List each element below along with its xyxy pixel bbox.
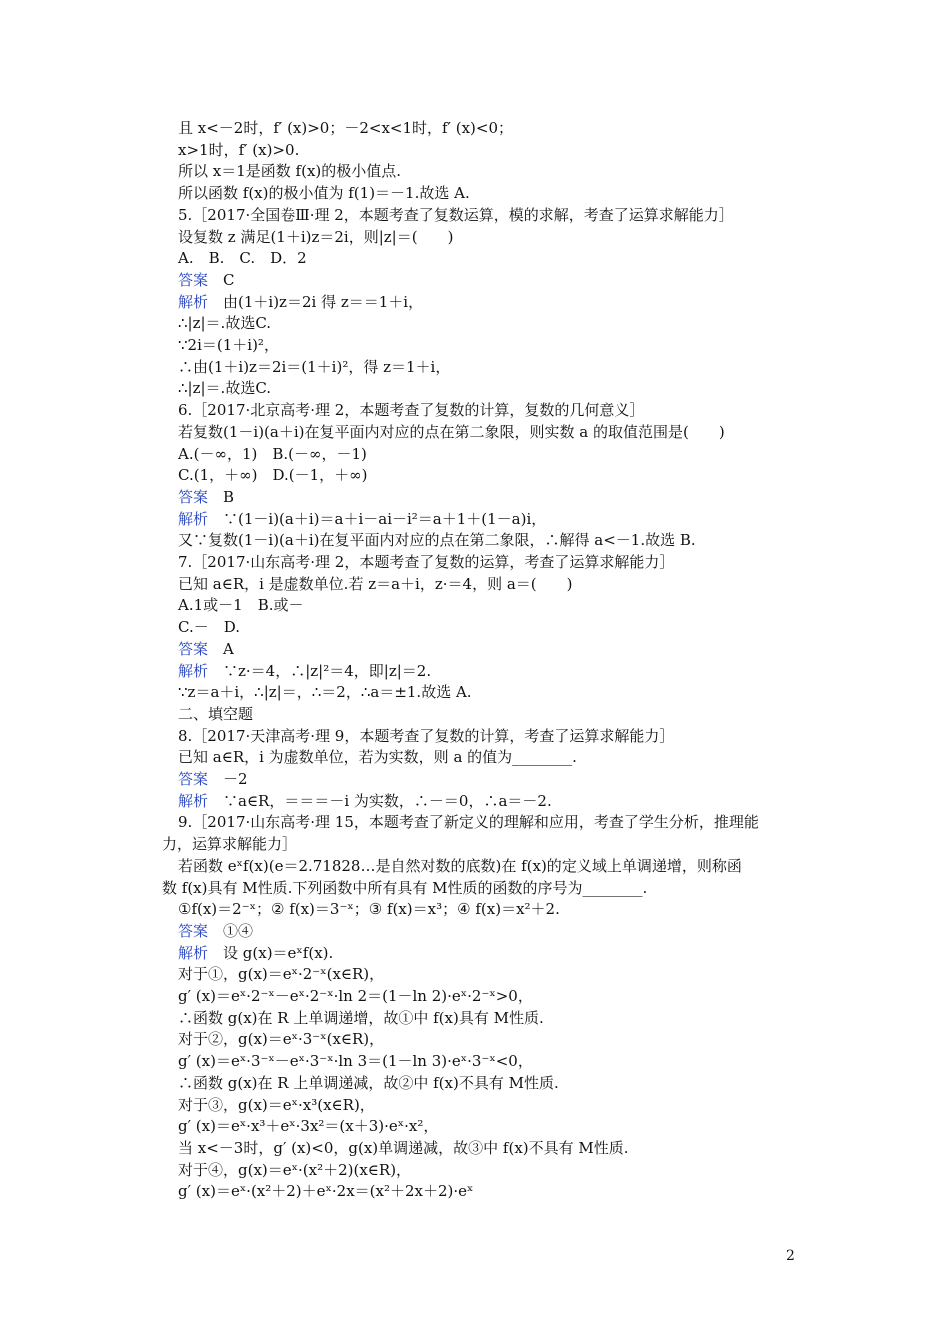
text-line: [178, 661, 431, 681]
line-text: A: [208, 639, 234, 658]
text-line: [178, 161, 401, 181]
text-line: [162, 834, 297, 854]
text-line: [178, 465, 367, 485]
text-line: [178, 140, 299, 160]
text-line: [178, 595, 303, 615]
text-line: [178, 704, 253, 724]
page-number: 2: [786, 1248, 795, 1264]
line-text: 对于①，g(x)＝eˣ·2⁻ˣ(x∈R)，: [178, 965, 385, 984]
line-text: －2: [208, 770, 248, 788]
line-text: ∵(1－i)(a＋i)＝a＋i－ai－i²＝a＋1＋(1－a)i，: [208, 509, 547, 528]
line-text: 6.［2017·北京高考·理 2，本题考查了复数的计算，复数的几何意义］: [178, 401, 645, 420]
text-line: [178, 964, 384, 984]
line-text: g′ (x)＝eˣ·(x²＋2)＋eˣ·2x＝(x²＋2x＋2)·eˣ: [178, 1182, 474, 1201]
line-text: 若函数 eˣf(x)(e＝2.71828…是自然对数的底数)在 f(x)的定义域上单调递增，则称函: [178, 856, 742, 875]
line-text: 又∵复数(1－i)(a＋i)在复平面内对应的点在第二象限，∴解得 a<－1.故选 B.: [178, 531, 696, 550]
text-line: [178, 986, 533, 1006]
text-line: [178, 856, 742, 876]
text-line: [178, 769, 248, 789]
line-text: 力，运算求解能力］: [162, 835, 298, 854]
text-line: [178, 400, 644, 420]
text-line: [178, 530, 696, 550]
text-line: [178, 487, 234, 507]
text-line: [178, 574, 573, 594]
line-text: 数 f(x)具有 M性质.下列函数中所有具有 M性质的函数的序号为________.: [162, 878, 648, 897]
line-text: g′ (x)＝eˣ·2⁻ˣ－eˣ·2⁻ˣ·ln 2＝(1－ln 2)·eˣ·2⁻ˣ>0，: [178, 987, 533, 1005]
line-text: 设 g(x)＝eˣf(x).: [208, 943, 334, 962]
line-text: C.－ D.: [178, 618, 240, 637]
line-text: 对于④，g(x)＝eˣ·(x²＋2)(x∈R)，: [178, 1160, 412, 1179]
text-line: [178, 1073, 559, 1093]
line-text: 所以函数 f(x)的极小值为 f(1)＝－1.故选 A.: [178, 184, 470, 203]
text-line: [178, 335, 279, 355]
answer-label: 答案: [178, 639, 209, 658]
text-line: [178, 270, 235, 290]
line-text: 9.［2017·山东高考·理 15，本题考查了新定义的理解和应用，考查了学生分析，推理能: [178, 813, 759, 832]
text-line: [178, 357, 450, 377]
answer-label: 答案: [178, 921, 209, 940]
line-text: 所以 x＝1是函数 f(x)的极小值点.: [178, 162, 402, 181]
line-text: B: [208, 487, 235, 506]
text-line: [178, 422, 725, 442]
answer-label: 答案: [178, 270, 209, 289]
text-line: [178, 227, 453, 247]
line-text: g′ (x)＝eˣ·3⁻ˣ－eˣ·3⁻ˣ·ln 3＝(1－ln 3)·eˣ·3⁻ˣ<0，: [178, 1052, 533, 1071]
line-text: 5.［2017·全国卷Ⅲ·理 2，本题考查了复数运算，模的求解，考查了运算求解能力］: [178, 205, 734, 224]
text-line: [178, 552, 674, 572]
line-text: A.1或－1 B.或－: [178, 596, 304, 615]
analysis-label: 解析: [178, 943, 209, 962]
text-line: [178, 639, 234, 659]
text-line: [178, 617, 240, 637]
line-text: 设复数 z 满足(1＋i)z＝2i，则|z|＝( ): [178, 227, 454, 246]
answer-label: 答案: [178, 770, 209, 788]
text-line: [178, 899, 560, 919]
text-line: [178, 682, 472, 702]
line-text: 由(1＋i)z＝2i 得 z＝＝1＋i，: [208, 292, 424, 311]
line-text: 对于③，g(x)＝eˣ·x³(x∈R)，: [178, 1095, 375, 1114]
text-line: [178, 118, 513, 138]
line-text: 已知 a∈R，i 为虚数单位，若为实数，则 a 的值为________.: [178, 748, 577, 767]
line-text: ∴函数 g(x)在 R 上单调递减，故②中 f(x)不具有 M性质.: [178, 1073, 559, 1092]
line-text: ∴函数 g(x)在 R 上单调递增，故①中 f(x)具有 M性质.: [178, 1008, 544, 1027]
text-line: [178, 726, 674, 746]
line-text: ∴|z|＝.故选C.: [178, 314, 272, 333]
line-text: A. B. C. D．2: [178, 249, 307, 268]
text-line: [178, 1138, 629, 1158]
line-text: ∵2i＝(1＋i)²，: [178, 336, 279, 354]
text-line: [178, 313, 271, 333]
line-text: 8.［2017·天津高考·理 9，本题考查了复数的计算，考查了运算求解能力］: [178, 726, 675, 745]
line-text: ∵a∈R，＝＝＝－i 为实数，∴－＝0，∴a＝－2.: [208, 791, 552, 810]
line-text: ∴|z|＝.故选C.: [178, 379, 272, 398]
text-line: [178, 1116, 438, 1136]
line-text: 已知 a∈R，i 是虚数单位.若 z＝a＋i，z·＝4，则 a＝( ): [178, 574, 573, 593]
text-line: [178, 1095, 375, 1115]
text-line: [178, 747, 577, 767]
text-line: [178, 1181, 473, 1201]
text-line: [178, 1029, 384, 1049]
text-line: [178, 791, 552, 811]
text-line: [178, 509, 546, 529]
analysis-label: 解析: [178, 661, 209, 680]
line-text: ∵z·＝4，∴|z|²＝4，即|z|＝2.: [208, 661, 432, 680]
text-line: [178, 812, 759, 832]
line-text: C: [208, 270, 235, 289]
line-text: ∴由(1＋i)z＝2i＝(1＋i)²，得 z＝1＋i，: [178, 357, 451, 376]
line-text: 且 x<－2时，f′ (x)>0；－2<x<1时，f′ (x)<0；: [178, 119, 514, 137]
answer-label: 答案: [178, 487, 209, 506]
text-line: [178, 205, 734, 225]
line-text: 对于②，g(x)＝eˣ·3⁻ˣ(x∈R)，: [178, 1030, 385, 1049]
line-text: 二、填空题: [178, 704, 254, 723]
line-text: ①④: [208, 921, 254, 940]
text-line: [178, 183, 470, 203]
analysis-label: 解析: [178, 292, 209, 311]
analysis-label: 解析: [178, 509, 209, 528]
text-line: [178, 1008, 544, 1028]
analysis-label: 解析: [178, 791, 209, 810]
line-text: x>1时，f′ (x)>0.: [178, 140, 300, 159]
line-text: ①f(x)＝2⁻ˣ；② f(x)＝3⁻ˣ；③ f(x)＝x³；④ f(x)＝x²＋2.: [178, 900, 560, 919]
text-line: [178, 1160, 411, 1180]
line-text: g′ (x)＝eˣ·x³＋eˣ·3x²＝(x＋3)·eˣ·x²，: [178, 1117, 439, 1136]
line-text: 若复数(1－i)(a＋i)在复平面内对应的点在第二象限，则实数 a 的取值范围是( ): [178, 422, 725, 441]
text-line: [178, 921, 253, 941]
text-line: [178, 444, 367, 464]
text-line: [178, 292, 423, 312]
line-text: ∵z＝a＋i，∴|z|＝，∴＝2，∴a＝±1.故选 A.: [178, 683, 472, 702]
line-text: 当 x<－3时，g′ (x)<0，g(x)单调递减，故③中 f(x)不具有 M性质.: [178, 1138, 629, 1157]
text-line: [178, 1051, 533, 1071]
text-line: [178, 378, 271, 398]
line-text: 7.［2017·山东高考·理 2，本题考查了复数的运算，考查了运算求解能力］: [178, 553, 675, 571]
text-line: [178, 248, 307, 268]
text-line: [162, 878, 647, 898]
line-text: A.(－∞，1) B.(－∞，－1): [178, 444, 367, 463]
line-text: C.(1，＋∞) D.(－1，＋∞): [178, 466, 368, 485]
text-line: [178, 943, 333, 963]
